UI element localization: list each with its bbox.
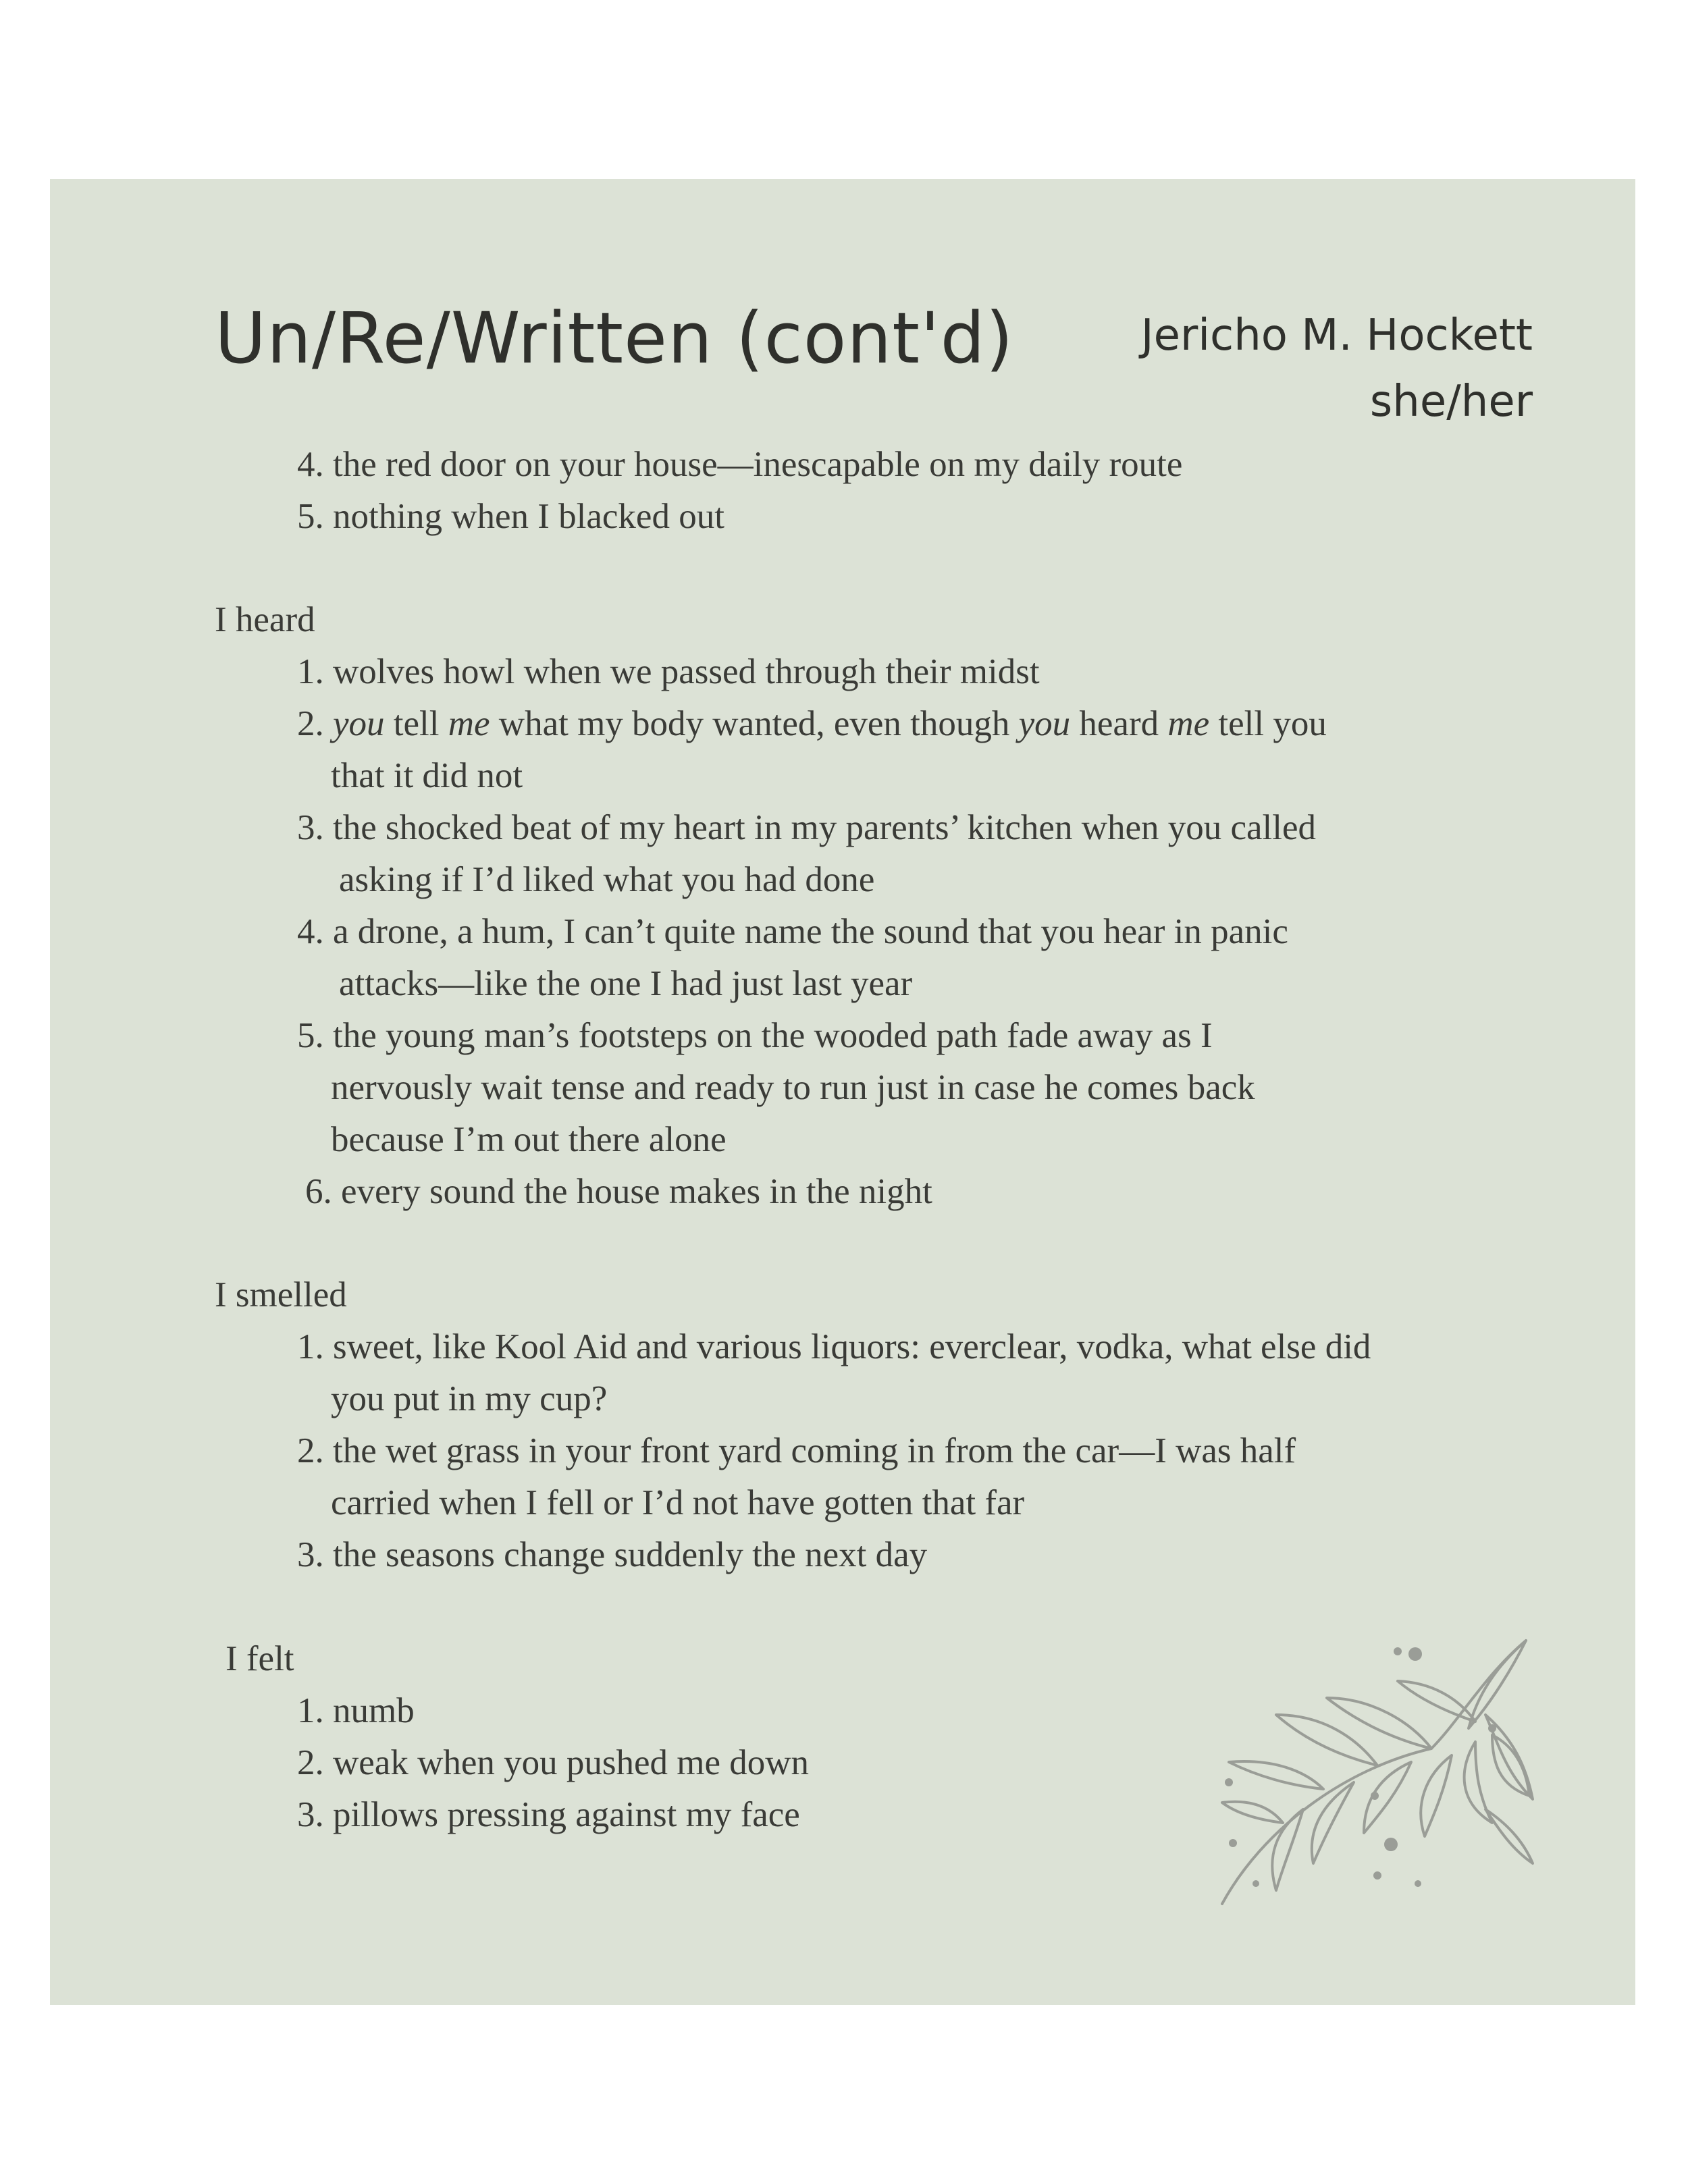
felt-item-3: 3. pillows pressing against my face <box>297 1795 800 1834</box>
heard-item-3-continuation: asking if I’d liked what you had done <box>339 860 875 899</box>
heard-item-3: 3. the shocked beat of my heart in my parents’ kitchen when you called <box>297 808 1317 847</box>
heard-item-5: 5. the young man’s footsteps on the wooded path fade away as I <box>297 1016 1213 1055</box>
heard-item-2: 2. you tell me what my body wanted, even though you heard me tell you <box>297 704 1327 743</box>
smelled-item-2-continuation: carried when I fell or I’d not have gotten that far <box>331 1483 1025 1522</box>
heard-item-4-continuation: attacks—like the one I had just last year <box>339 964 913 1003</box>
heard-item-5-continuation-1: nervously wait tense and ready to run just in case he comes back <box>331 1068 1255 1107</box>
heard-item-6: 6. every sound the house makes in the night <box>305 1172 932 1211</box>
heard-heading: I heard <box>215 600 315 639</box>
author-name: Jericho M. Hockett <box>1140 311 1533 361</box>
leafy-branch-icon <box>1209 1627 1539 1911</box>
heard-item-2-continuation: that it did not <box>331 756 523 795</box>
smelled-item-2: 2. the wet grass in your front yard coming in from the car—I was half <box>297 1431 1296 1470</box>
heard-item-5-continuation-2: because I’m out there alone <box>331 1120 727 1159</box>
felt-heading: I felt <box>226 1639 294 1678</box>
saw-item-5: 5. nothing when I blacked out <box>297 497 724 536</box>
felt-item-2: 2. weak when you pushed me down <box>297 1743 810 1782</box>
heard-item-1: 1. wolves howl when we passed through their midst <box>297 652 1040 691</box>
felt-item-1: 1. numb <box>297 1691 415 1730</box>
poem-title: Un/Re/Written (cont'd) <box>215 297 1014 379</box>
smelled-item-3: 3. the seasons change suddenly the next day <box>297 1535 928 1574</box>
smelled-item-1-continuation: you put in my cup? <box>331 1379 608 1418</box>
smelled-item-1: 1. sweet, like Kool Aid and various liquors: everclear, vodka, what else did <box>297 1327 1371 1366</box>
saw-item-4: 4. the red door on your house—inescapable on my daily route <box>297 445 1183 484</box>
heard-item-4: 4. a drone, a hum, I can’t quite name the sound that you hear in panic <box>297 912 1288 951</box>
smelled-heading: I smelled <box>215 1275 347 1314</box>
author-block <box>1141 302 1533 435</box>
author-pronouns: she/her <box>1369 377 1533 427</box>
